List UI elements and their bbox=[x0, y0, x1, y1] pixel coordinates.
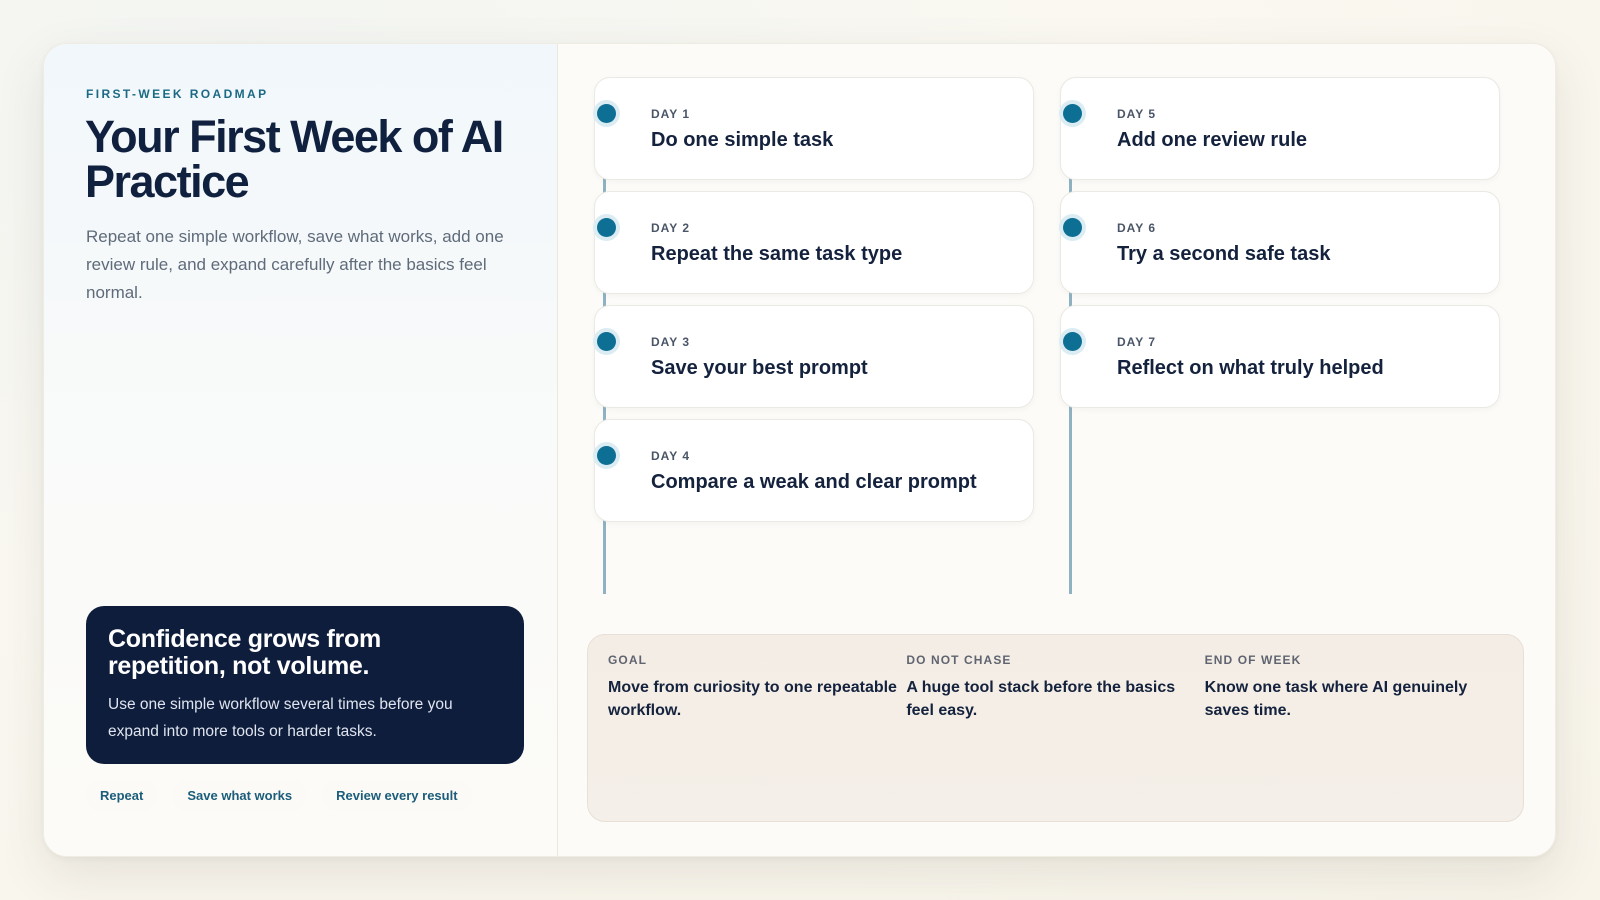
summary-panel bbox=[587, 634, 1524, 822]
day-label: DAY 3 bbox=[651, 335, 691, 349]
day-label: DAY 1 bbox=[651, 107, 691, 121]
tag-list bbox=[86, 780, 472, 811]
day-title: Add one review rule bbox=[1117, 129, 1308, 151]
page-subtitle: Repeat one simple workflow, save what works, add one review rule, and expand carefully after the basics feel normal. bbox=[86, 227, 504, 302]
day-title: Repeat the same task type bbox=[651, 243, 903, 265]
day-label: DAY 2 bbox=[651, 221, 691, 235]
day-card-6 bbox=[1060, 191, 1500, 294]
day-label: DAY 4 bbox=[651, 449, 691, 463]
intro-panel bbox=[44, 44, 558, 856]
timeline-dot-icon bbox=[597, 446, 616, 465]
day-title: Try a second safe task bbox=[1117, 243, 1331, 265]
day-card-5 bbox=[1060, 77, 1500, 180]
roadmap-card bbox=[43, 43, 1556, 857]
eyebrow-label: FIRST-WEEK ROADMAP bbox=[86, 87, 269, 101]
timeline-dot-icon bbox=[1063, 332, 1082, 351]
day-card-3 bbox=[594, 305, 1034, 408]
timeline-dot-icon bbox=[1063, 104, 1082, 123]
day-card-4 bbox=[594, 419, 1034, 522]
summary-goal bbox=[608, 653, 906, 803]
summary-label: END OF WEEK bbox=[1204, 653, 1302, 667]
day-title: Compare a weak and clear prompt bbox=[651, 471, 977, 493]
day-label: DAY 6 bbox=[1117, 221, 1157, 235]
day-card-7 bbox=[1060, 305, 1500, 408]
day-title: Reflect on what truly helped bbox=[1117, 357, 1384, 379]
day-title: Do one simple task bbox=[651, 129, 834, 151]
tag-review-every-result: Review every result bbox=[322, 780, 471, 811]
summary-end-of-week bbox=[1205, 653, 1503, 803]
timeline-dot-icon bbox=[597, 218, 616, 237]
summary-label: GOAL bbox=[608, 653, 648, 667]
tag-save-what-works: Save what works bbox=[173, 780, 306, 811]
summary-do-not-chase bbox=[906, 653, 1204, 803]
tag-repeat: Repeat bbox=[86, 780, 157, 811]
day-card-1 bbox=[594, 77, 1034, 180]
summary-text: Know one task where AI genuinely saves time. bbox=[1204, 679, 1468, 719]
summary-text: Move from curiosity to one repeatable workflow. bbox=[608, 679, 897, 719]
confidence-callout bbox=[86, 606, 524, 764]
summary-text: A huge tool stack before the basics feel easy. bbox=[906, 679, 1176, 719]
timeline-dot-icon bbox=[597, 332, 616, 351]
timeline-dot-icon bbox=[1063, 218, 1082, 237]
summary-label: DO NOT CHASE bbox=[906, 653, 1012, 667]
day-card-2 bbox=[594, 191, 1034, 294]
day-label: DAY 7 bbox=[1117, 335, 1157, 349]
timeline-dot-icon bbox=[597, 104, 616, 123]
page-title: Your First Week of AI Practice bbox=[85, 111, 503, 207]
day-label: DAY 5 bbox=[1117, 107, 1157, 121]
callout-body: Use one simple workflow several times before you expand into more tools or harder tasks. bbox=[108, 696, 453, 740]
day-title: Save your best prompt bbox=[651, 357, 868, 379]
callout-title: Confidence grows from repetition, not volume. bbox=[108, 625, 381, 680]
